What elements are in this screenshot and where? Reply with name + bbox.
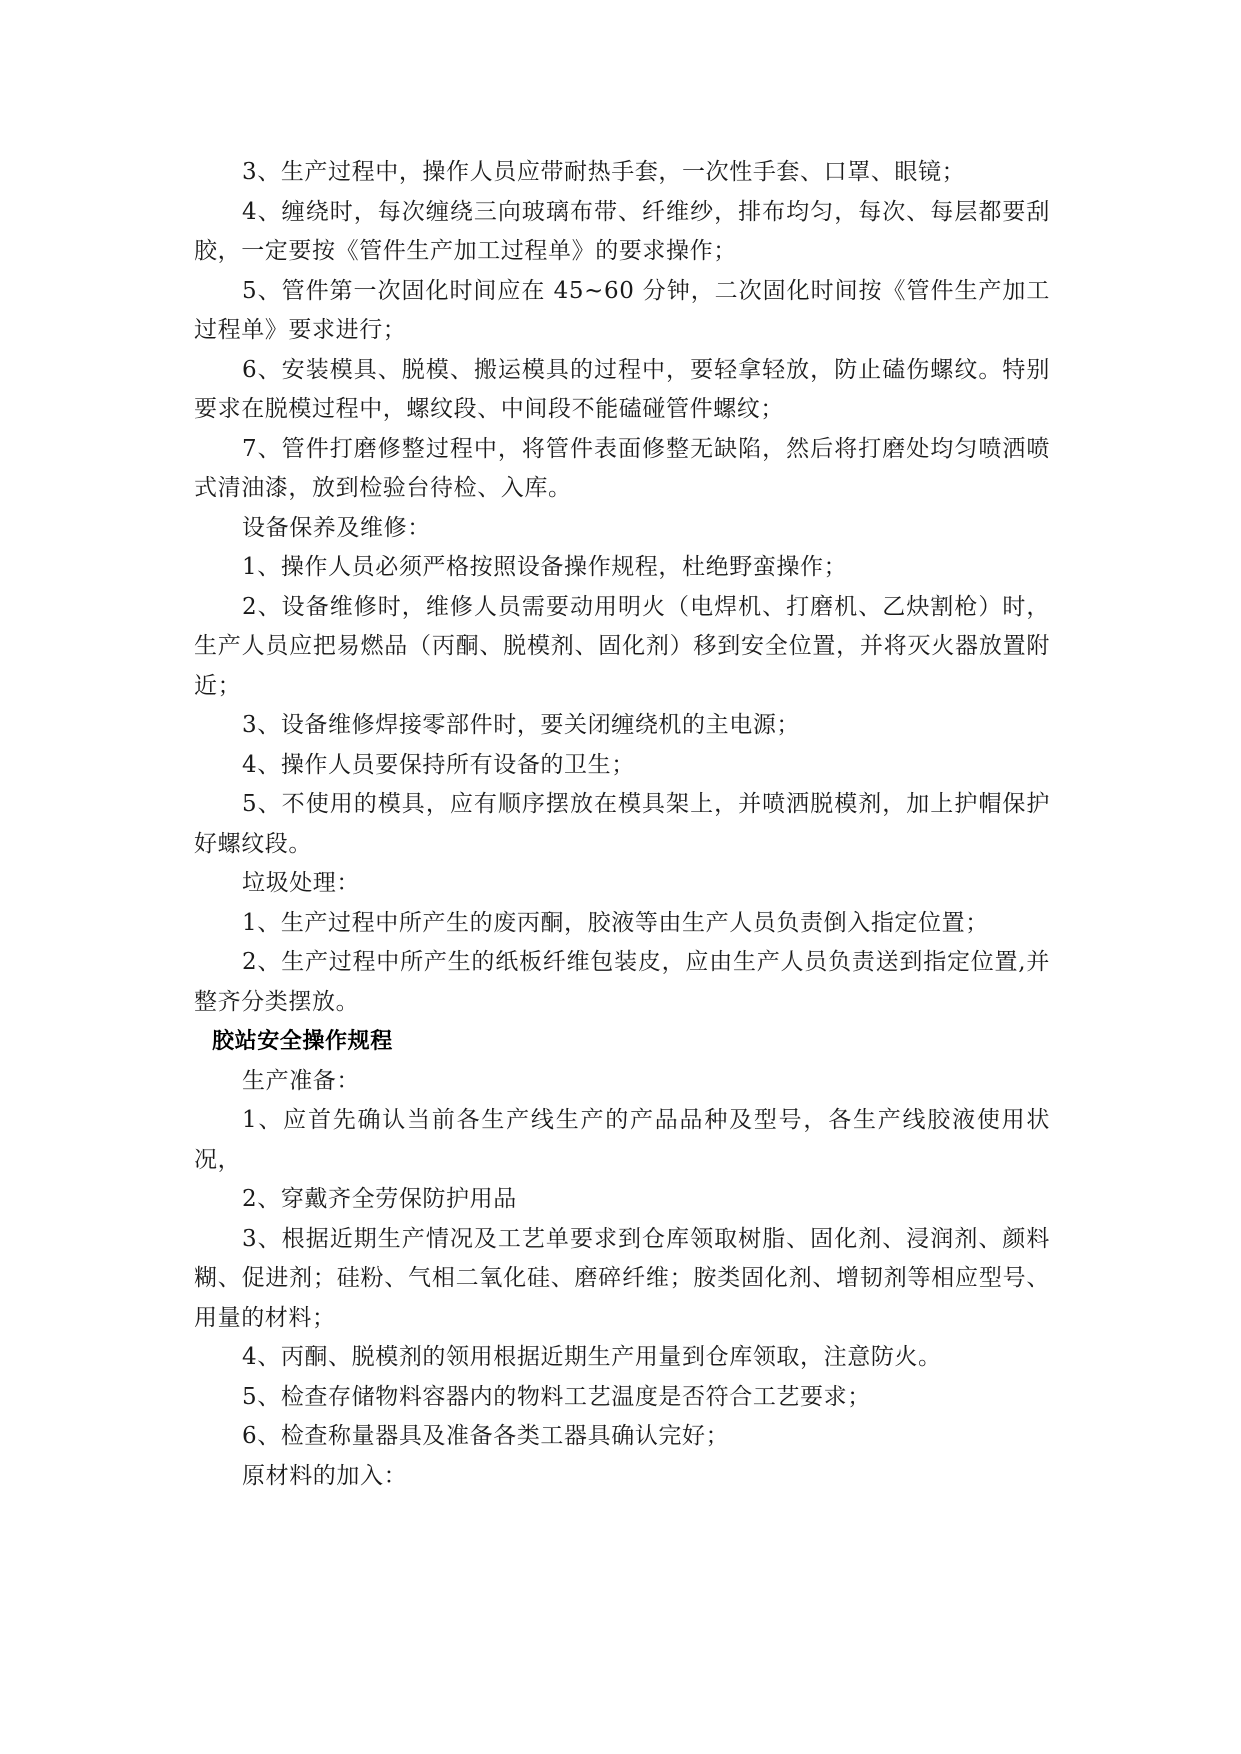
paragraph-maintenance-3: 3、设备维修焊接零部件时，要关闭缠绕机的主电源； <box>242 712 801 738</box>
paragraph-item-3-gloves: 3、生产过程中，操作人员应带耐热手套，一次性手套、口罩、眼镜； <box>242 159 966 185</box>
paragraph-prep-1: 1、应首先确认当前各生产线生产的产品品种及型号，各生产线胶液使用状况， <box>194 1107 1050 1173</box>
paragraph-maintenance-1: 1、操作人员必须严格按照设备操作规程，杜绝野蛮操作； <box>242 554 848 580</box>
document-body <box>194 153 1050 1496</box>
paragraph-maintenance-4: 4、操作人员要保持所有设备的卫生； <box>242 751 635 778</box>
section-heading-glue-station: 胶站安全操作规程 <box>212 1029 393 1054</box>
section-label-raw-material-addition: 原材料的加入： <box>242 1462 408 1489</box>
paragraph-prep-6: 6、检查称量器具及准备各类工器具确认完好； <box>242 1423 730 1449</box>
paragraph-prep-5: 5、检查存储物料容器内的物料工艺温度是否符合工艺要求； <box>242 1383 871 1410</box>
paragraph-waste-2: 2、生产过程中所产生的纸板纤维包装皮，应由生产人员负责送到指定位置,并整齐分类摆放。 <box>194 949 1050 1015</box>
section-label-equipment-maintenance: 设备保养及维修： <box>242 514 431 541</box>
paragraph-maintenance-5: 5、不使用的模具，应有顺序摆放在模具架上，并喷洒脱模剂，加上护帽保护好螺纹段。 <box>194 791 1050 857</box>
section-label-waste-handling: 垃圾处理： <box>242 870 360 896</box>
section-label-production-prep: 生产准备： <box>242 1067 360 1094</box>
paragraph-maintenance-2: 2、设备维修时，维修人员需要动用明火（电焊机、打磨机、乙炔割枪）时，生产人员应把易燃品（丙酮、脱模剂、固化剂）移到安全位置，并将灭火器放置附近； <box>194 593 1050 699</box>
paragraph-prep-2: 2、穿戴齐全劳保防护用品 <box>242 1186 517 1212</box>
paragraph-item-6-mold-handling: 6、安装模具、脱模、搬运模具的过程中，要轻拿轻放，防止磕伤螺纹。特别要求在脱模过程中，螺纹段、中间段不能磕碰管件螺纹； <box>194 356 1050 422</box>
paragraph-waste-1: 1、生产过程中所产生的废丙酮，胶液等由生产人员负责倒入指定位置； <box>242 909 989 936</box>
paragraph-prep-3: 3、根据近期生产情况及工艺单要求到仓库领取树脂、固化剂、浸润剂、颜料糊、促进剂；硅粉、气相二氧化硅、磨碎纤维；胺类固化剂、增韧剂等相应型号、用量的材料； <box>194 1225 1050 1331</box>
paragraph-item-4-winding: 4、缠绕时，每次缠绕三向玻璃布带、纤维纱，排布均匀，每次、每层都要刮胶，一定要按《管件生产加工过程单》的要求操作； <box>194 198 1050 264</box>
paragraph-item-5-curing: 5、管件第一次固化时间应在 45~60 分钟，二次固化时间按《管件生产加工过程单》要求进行； <box>194 277 1050 343</box>
paragraph-prep-4: 4、丙酮、脱模剂的领用根据近期生产用量到仓库领取，注意防火。 <box>242 1344 942 1370</box>
paragraph-item-7-polishing: 7、管件打磨修整过程中，将管件表面修整无缺陷，然后将打磨处均匀喷洒喷式清油漆，放到检验台待检、入库。 <box>194 435 1050 501</box>
